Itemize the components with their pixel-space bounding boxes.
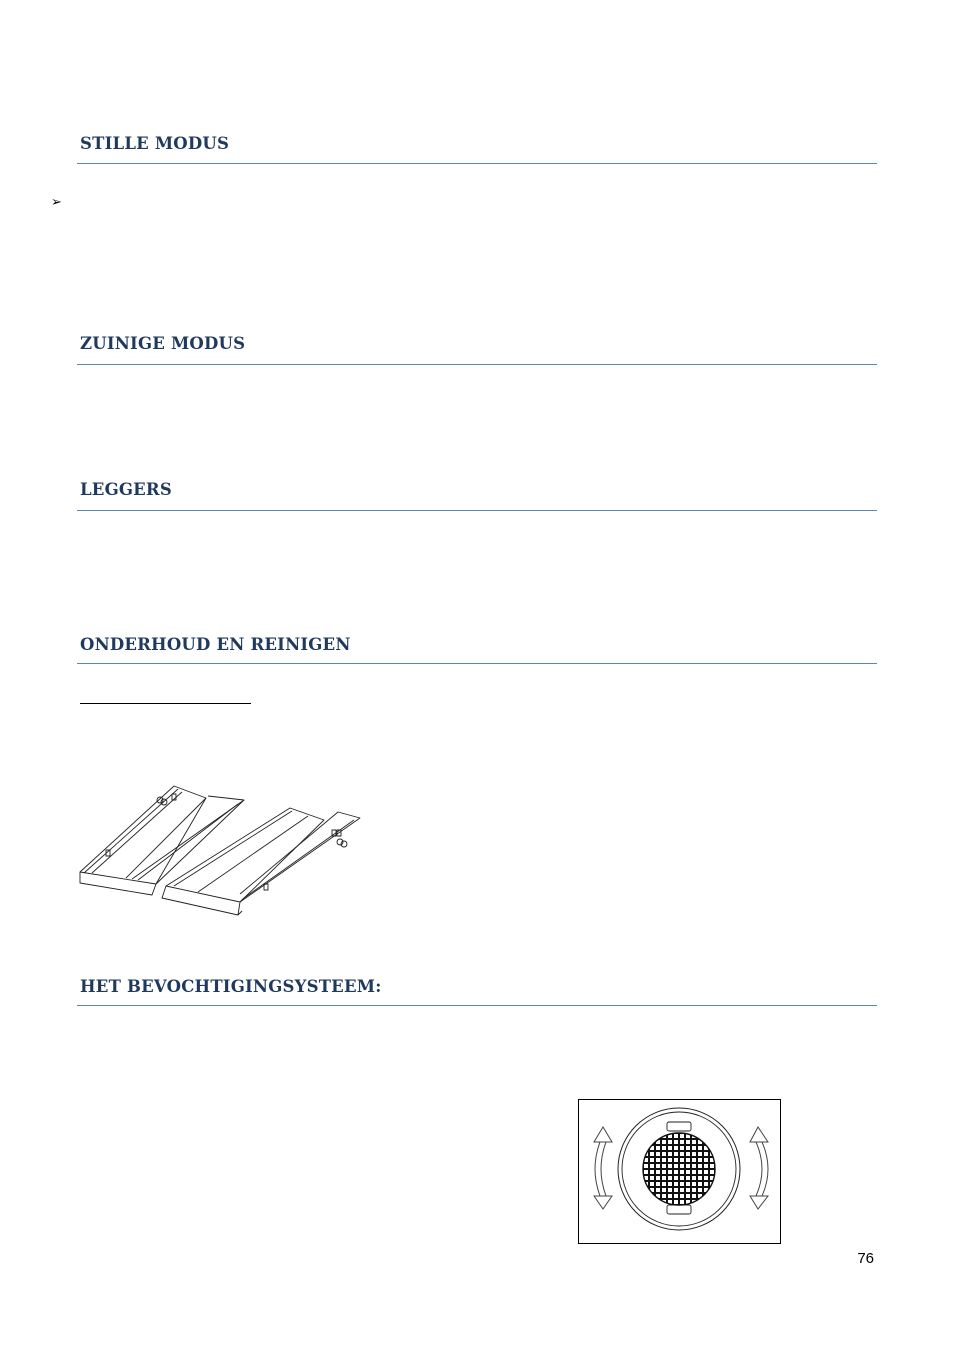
rotating-filter-cap-diagram-icon bbox=[578, 1099, 781, 1244]
heading-rule bbox=[77, 364, 877, 365]
shelf-rails-diagram-icon bbox=[78, 780, 368, 920]
bullet-arrow-icon: ➢ bbox=[51, 194, 62, 209]
heading-het-bevochtigingsysteem: HET BEVOCHTIGINGSYSTEEM: bbox=[80, 977, 382, 996]
subheading-underline bbox=[80, 703, 251, 704]
heading-leggers: LEGGERS bbox=[80, 480, 172, 499]
page-number: 76 bbox=[857, 1250, 874, 1267]
heading-rule bbox=[77, 663, 877, 664]
heading-stille-modus: STILLE MODUS bbox=[80, 134, 230, 153]
heading-rule bbox=[77, 163, 877, 164]
heading-onderhoud-en-reinigen: ONDERHOUD EN REINIGEN bbox=[80, 635, 351, 654]
heading-zuinige-modus: ZUINIGE MODUS bbox=[80, 334, 246, 353]
heading-rule bbox=[77, 510, 877, 511]
heading-rule bbox=[77, 1005, 877, 1006]
